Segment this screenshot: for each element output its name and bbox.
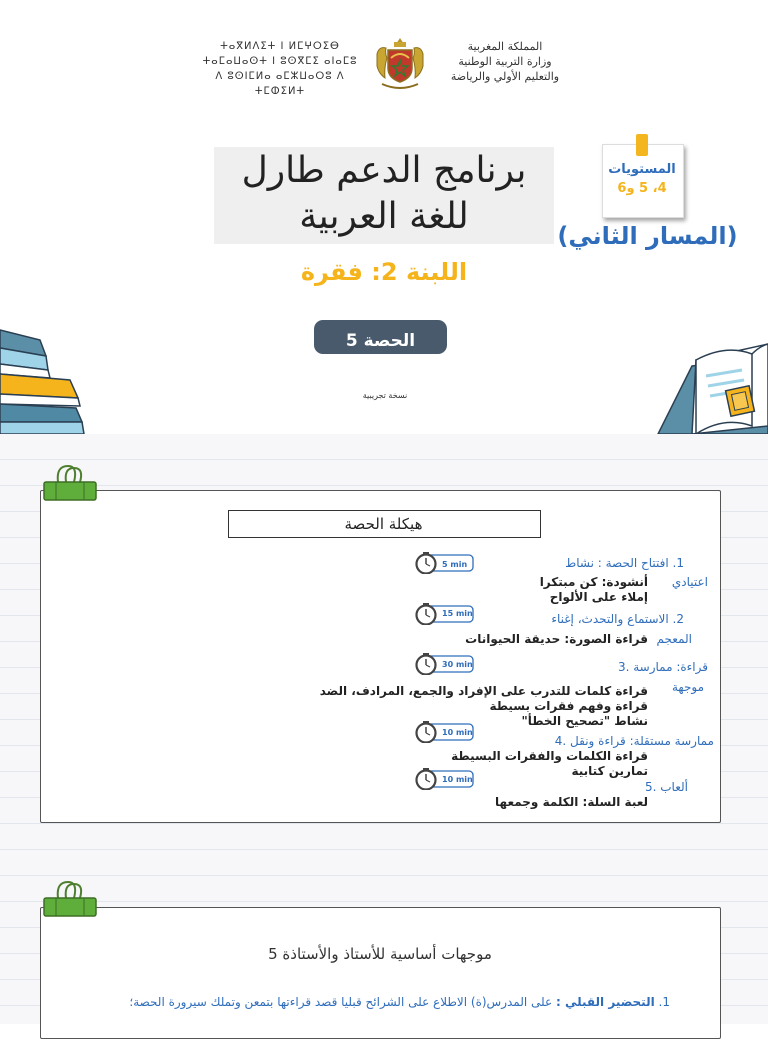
header-arabic (430, 39, 580, 84)
activity-line: قراءة الكلمات والفقرات البسيطة (451, 749, 648, 763)
activity-line: تمارين كتابية (571, 764, 648, 778)
session-label: الحصة 5 (345, 331, 416, 351)
step-5-duration: 10 min (442, 775, 473, 784)
step-1-heading: 1. افتتاح الحصة : نشاط (565, 556, 684, 570)
tifinagh-line: ⴷ ⵓⵙⵏⵎⵍⴰ ⴰⵎⵣⵡⴰⵔⵓ ⴷ ⵜⵎⵀⵉⵍⵜ (215, 71, 345, 97)
page-title (214, 148, 554, 240)
books-stack-icon (0, 322, 92, 434)
item-text: على المدرس(ة) الاطلاع على الشرائح قبليا قصد قراءتها بتمعن وتملك سيرورة الحصة؛ (129, 995, 556, 1009)
lesson-label: اللبنة 2: فقرة (300, 258, 468, 286)
item-number: 1. (658, 995, 670, 1009)
step-3-heading-cont: موجهة (671, 680, 704, 694)
morocco-coat-of-arms-icon (374, 36, 426, 92)
activity-line: لعبة السلة: الكلمة وجمعها (495, 795, 648, 809)
step-5-heading: ألعاب .5 (644, 780, 688, 794)
structure-title: هيكلة الحصة (344, 515, 423, 533)
title-line-1: برنامج الدعم طارل (241, 150, 527, 191)
arabic-line: وزارة التربية الوطنية (458, 55, 552, 68)
item-heading: التحضير القبلي : (556, 995, 655, 1009)
header-tifinagh (190, 39, 370, 99)
step-4-heading: ممارسة مستقلة: قراءة ونقل .4 (554, 734, 714, 748)
step-1-heading-cont: اعتيادي (671, 575, 708, 589)
levels-title: المستويات (608, 162, 676, 177)
step-1-activities (420, 575, 648, 605)
step-2-activities (420, 632, 648, 647)
guidance-item-1 (90, 993, 670, 1012)
step-2-duration: 15 min (442, 609, 473, 618)
activity-line: قراءة الصورة: حديقة الحيوانات (465, 632, 648, 646)
trial-note: نسخة تجريبية (362, 391, 408, 400)
arabic-line: والتعليم الأولي والرياضة (450, 70, 560, 83)
guidance-card (40, 907, 721, 1039)
step-3-heading: قراءة: ممارسة .3 (617, 660, 708, 674)
open-book-icon (652, 336, 768, 434)
activity-line: قراءة كلمات للتدرب على الإفراد والجمع، المرادف، الضد (319, 684, 648, 698)
step-1-duration: 5 min (442, 560, 468, 569)
activity-line: قراءة وفهم فقرات بسيطة (489, 699, 648, 713)
levels-values: 4، 5 و6 (617, 181, 667, 196)
guidance-title: موجهات أساسية للأستاذ والأستاذة 5 (268, 945, 492, 963)
tifinagh-line: ⵜⴰⴳⵍⴷⵉⵜ ⵏ ⵍⵎⵖⵔⵉⴱ (220, 41, 340, 52)
binder-clip-icon (42, 880, 98, 920)
activity-line: نشاط "تصحيح الخطأ" (521, 714, 648, 728)
step-2-heading: 2. الاستماع والتحدث، إغناء (551, 612, 684, 626)
step-5-activities (420, 795, 648, 810)
arabic-line: المملكة المغربية (467, 40, 543, 53)
step-2-heading-cont: المعجم (656, 632, 692, 646)
activity-line: إملاء على الألواح (549, 590, 648, 604)
track-label: (المسار الثاني) (557, 222, 738, 250)
step-4-duration: 10 min (442, 728, 473, 737)
title-line-2: للغة العربية (299, 196, 469, 237)
step-3-duration: 30 min (442, 660, 473, 669)
activity-line: أنشودة: كن مبتكرا (539, 575, 648, 589)
tifinagh-line: ⵜⴰⵎⴰⵡⴰⵙⵜ ⵏ ⵓⵙⴳⵎⵉ ⴰⵏⴰⵎⵓ (202, 56, 358, 67)
binder-clip-icon (42, 464, 98, 504)
pin-icon (636, 134, 648, 156)
